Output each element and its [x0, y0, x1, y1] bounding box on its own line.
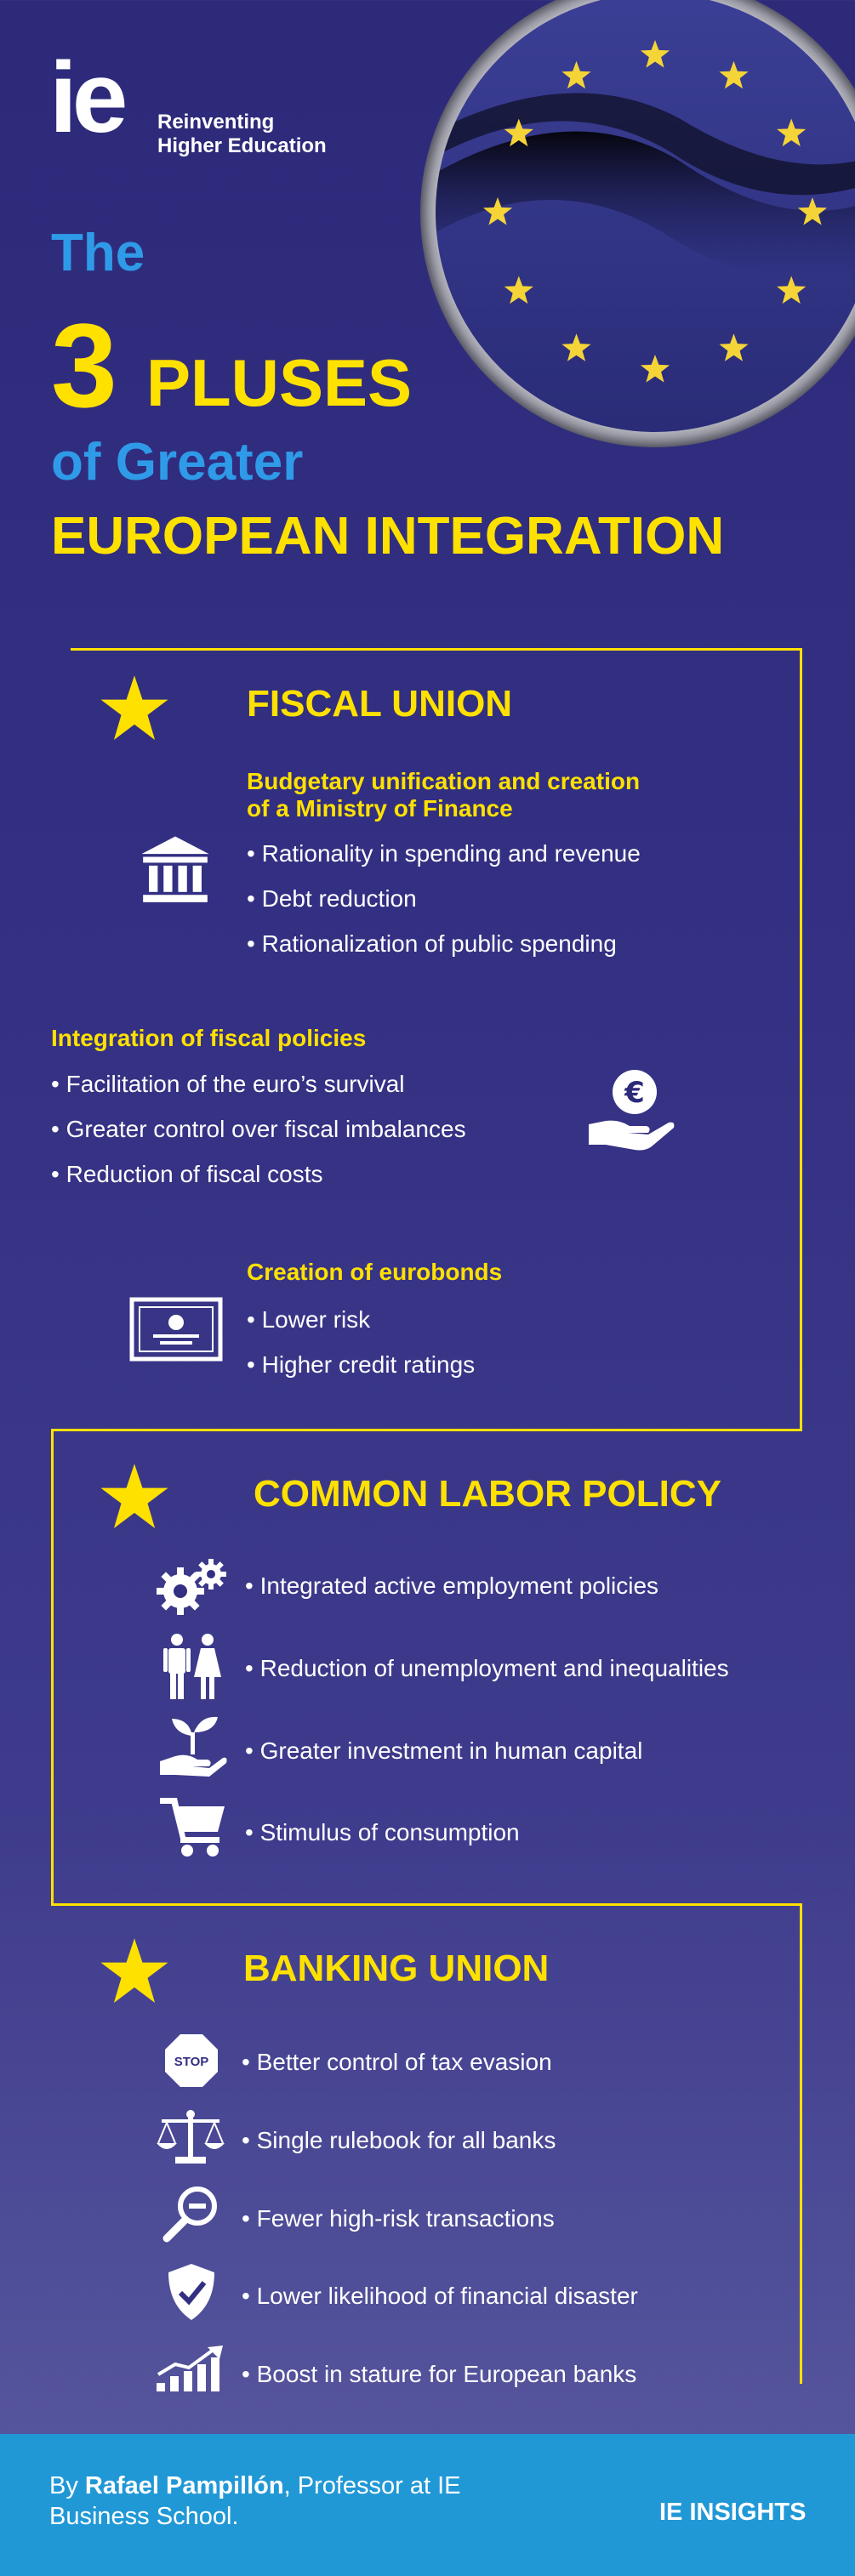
- list-item-text: • Boost in stature for European banks: [242, 2361, 637, 2387]
- frame-line: [51, 1429, 802, 1431]
- labor-item-text: Reduction of unemployment and inequalities: [259, 1655, 729, 1681]
- banking-item-text: Lower likelihood of financial disaster: [256, 2283, 638, 2309]
- banking-item: [242, 2204, 555, 2233]
- labor-item: [245, 1572, 658, 1601]
- labor-item: [245, 1654, 729, 1683]
- frame-line: [51, 1429, 54, 1905]
- list-item-text: • Fewer high-risk transactions: [242, 2205, 555, 2232]
- fiscal-union-title: FISCAL UNION: [247, 683, 513, 725]
- labor-item: [245, 1818, 520, 1847]
- bank-building-icon: [139, 833, 212, 907]
- star-icon: [98, 1935, 171, 2008]
- fiscal-group1-list: [247, 839, 641, 975]
- fiscal-group3-heading: Creation of eurobonds: [247, 1259, 503, 1285]
- banking-item: [242, 2048, 552, 2077]
- credit-by: By: [49, 2472, 78, 2499]
- bond-certificate-icon: [129, 1297, 223, 1362]
- tagline-line2: Higher Education: [157, 134, 327, 157]
- labor-item-text: Stimulus of consumption: [259, 1819, 520, 1845]
- labor-item-text: Greater investment in human capital: [259, 1737, 643, 1764]
- hand-euro-coin-icon: [585, 1063, 679, 1157]
- labor-item: [245, 1737, 642, 1766]
- title-of-greater: of Greater: [51, 433, 304, 492]
- shopping-cart-icon: [160, 1796, 226, 1857]
- frame-line: [800, 648, 802, 1430]
- star-icon: [98, 672, 171, 745]
- frame-line: [71, 648, 802, 651]
- banking-item: [242, 2126, 556, 2155]
- title-number: 3: [51, 299, 117, 432]
- eu-flag-globe-icon: [400, 0, 855, 459]
- labor-policy-title: COMMON LABOR POLICY: [254, 1473, 721, 1515]
- banking-union-title: BANKING UNION: [243, 1948, 550, 1989]
- man-woman-icon: [162, 1633, 223, 1701]
- svg-text:€: €: [624, 1076, 645, 1110]
- banking-item-text: Fewer high-risk transactions: [256, 2205, 555, 2232]
- stop-sign-icon: [163, 2033, 219, 2089]
- ie-insights-brand: IE INSIGHTS: [659, 2499, 807, 2526]
- list-item: • Rationalization of public spending: [247, 930, 641, 958]
- heading-line: of a Ministry of Finance: [247, 795, 513, 822]
- list-item-text: • Better control of tax evasion: [242, 2049, 552, 2075]
- list-item-text: • Integrated active employment policies: [245, 1572, 659, 1599]
- stop-label: STOP: [174, 2055, 209, 2069]
- fiscal-group2-heading: Integration of fiscal policies: [51, 1025, 367, 1051]
- list-item: • Greater control over fiscal imbalances: [51, 1115, 466, 1144]
- title-the: The: [51, 224, 145, 282]
- list-item: • Rationality in spending and revenue: [247, 839, 641, 868]
- hand-sprout-icon: [158, 1714, 228, 1778]
- tagline-line1: Reinventing: [157, 111, 275, 134]
- list-item-text: • Reduction of unemployment and inequalities: [245, 1655, 729, 1681]
- author-role-line2: Business School.: [49, 2503, 239, 2530]
- author-role: , Professor at IE: [283, 2472, 461, 2499]
- fiscal-group3-list: [247, 1305, 475, 1396]
- banking-item-text: Boost in stature for European banks: [256, 2361, 637, 2387]
- author-credit: [49, 2471, 461, 2532]
- title-pluses: PLUSES: [146, 345, 413, 420]
- banking-item: [242, 2360, 636, 2389]
- frame-line: [51, 1903, 802, 1906]
- frame-line: [800, 1903, 802, 2384]
- list-item: • Lower risk: [247, 1305, 475, 1334]
- labor-item-text: Integrated active employment policies: [259, 1572, 659, 1599]
- scales-icon: [155, 2109, 226, 2165]
- title-european-integration: EUROPEAN INTEGRATION: [51, 507, 725, 566]
- fiscal-group2-list: [51, 1070, 466, 1205]
- ie-logo: ie: [49, 42, 123, 154]
- banking-item-text: Single rulebook for all banks: [256, 2127, 556, 2153]
- rising-chart-icon: [155, 2346, 228, 2393]
- banking-item-text: Better control of tax evasion: [256, 2049, 552, 2075]
- list-item-text: • Single rulebook for all banks: [242, 2127, 556, 2153]
- star-icon: [98, 1460, 171, 1533]
- banking-item: [242, 2282, 638, 2311]
- magnifier-minus-icon: [162, 2184, 221, 2243]
- list-item-text: • Greater investment in human capital: [245, 1737, 643, 1764]
- list-item: • Facilitation of the euro’s survival: [51, 1070, 466, 1099]
- gears-icon: [155, 1559, 228, 1615]
- fiscal-group1-heading: [247, 768, 640, 822]
- list-item: • Higher credit ratings: [247, 1351, 475, 1379]
- heading-line: Budgetary unification and creation: [247, 768, 641, 794]
- list-item: • Debt reduction: [247, 884, 641, 913]
- list-item-text: • Lower likelihood of financial disaster: [242, 2283, 638, 2309]
- tagline: [157, 111, 327, 158]
- list-item-text: • Stimulus of consumption: [245, 1819, 520, 1845]
- list-item: • Reduction of fiscal costs: [51, 1160, 466, 1189]
- shield-check-icon: [165, 2262, 218, 2322]
- author-name: Rafael Pampillón: [84, 2472, 284, 2499]
